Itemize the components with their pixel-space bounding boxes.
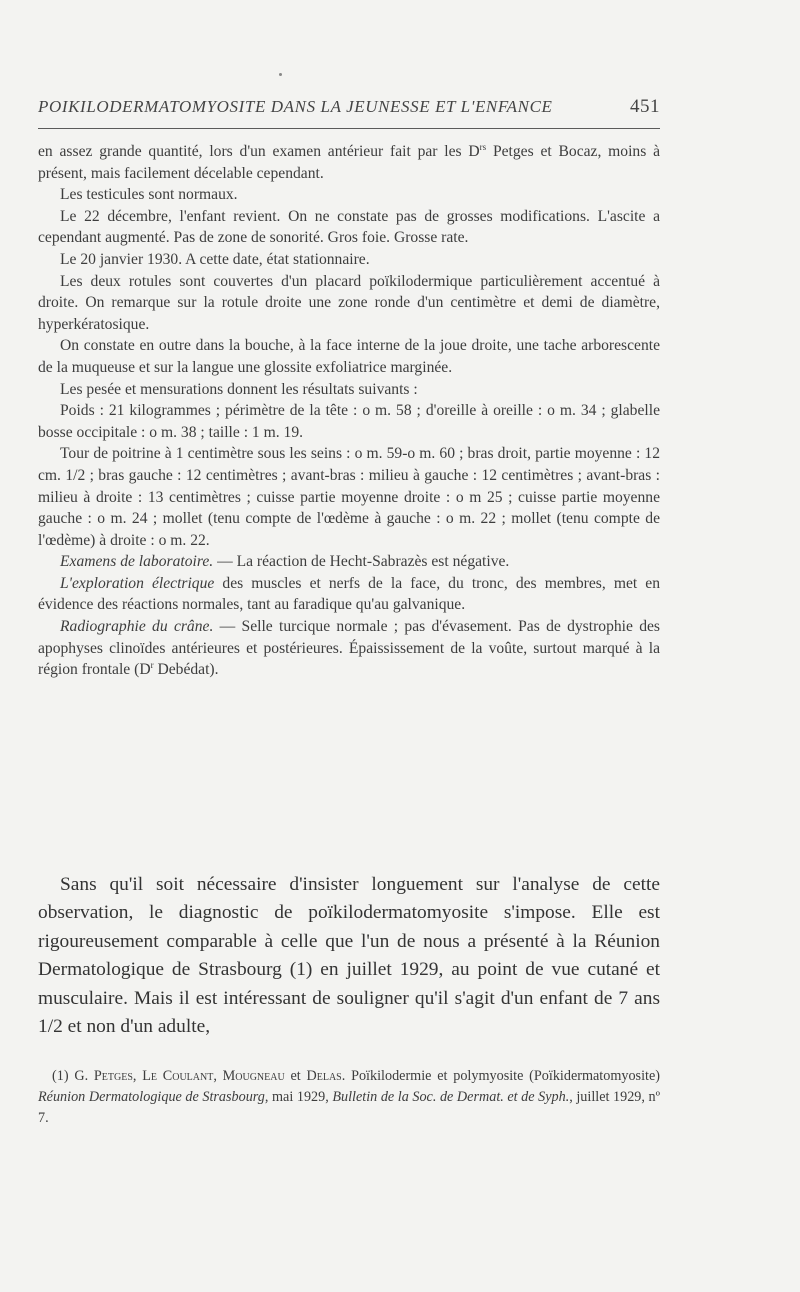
- paragraph-9: Tour de poitrine à 1 centimètre sous les seins : o m. 59-o m. 60 ; bras droit, partie moyenne : 12 cm. 1/2 ; bras gauche : 12 centimètres ; avant-bras : milieu à gauche : 12 centimètres ; avant-bras : milieu à droite : 13 centimètres ; cuisse partie moyenne droite : o m 25 ; cuisse partie moyenne gauche : o m. 24 ; mollet (tenu compte de l'œdème à gauche : o m. 22 ; mollet (tenu compte de l'œdème) à droite : o m. 22.: [38, 445, 660, 549]
- paragraph-1: en assez grande quantité, lors d'un examen antérieur fait par les $D^{rs}$ Petges et Bocaz, moins à présent, mais facilement décelable cependant.: [38, 141, 660, 182]
- page-speck: [279, 73, 282, 76]
- running-header: [38, 96, 660, 118]
- paragraph-12: Radiographie du crâne. — Selle turcique normale ; pas d'évasement. Pas de dystrophie des apophyses clinoïdes antérieures et postérieures. Épaississement de la voûte, surtout marqué à la région frontale ($D^r$ Debédat).: [38, 618, 660, 679]
- page-number: 451: [630, 96, 660, 117]
- conclusion-text: [38, 871, 660, 1041]
- paragraph-6: On constate en outre dans la bouche, à la face interne de la joue droite, une tache arborescente de la muqueuse et sur la langue une glossite exfoliatrice marginée.: [38, 337, 660, 376]
- header-rule: [38, 128, 660, 129]
- paragraph-5: Les deux rotules sont couvertes d'un placard poïkilodermique particulièrement accentué à droite. On remarque sur la rotule droite une zone ronde d'un centimètre et demi de diamètre, hyperkératosique.: [38, 272, 660, 333]
- paragraph-4: Le 20 janvier 1930. A cette date, état stationnaire.: [60, 250, 370, 268]
- running-title: POIKILODERMATOMYOSITE DANS LA JEUNESSE ET L'ENFANCE: [38, 97, 553, 116]
- paragraph-8: Poids : 21 kilogrammes ; périmètre de la tête : o m. 58 ; d'oreille à oreille : o m. 34 ; glabelle bosse occipitale : o m. 38 ; taille : 1 m. 19.: [38, 402, 660, 441]
- footnote-paragraph: (1) G. Petges, Le Coulant, Mougneau et Delas. Poïkilodermie et polymyosite (Poïkidermatomyosite) Réunion Dermatologique de Strasbourg, mai 1929, Bulletin de la Soc. de Dermat. et de Syph., juillet 1929, nº 7.: [38, 1068, 660, 1126]
- paragraph-7: Les pesée et mensurations donnent les résultats suivants :: [60, 380, 418, 398]
- conclusion-paragraph: Sans qu'il soit nécessaire d'insister longuement sur l'analyse de cette observation, le diagnostic de poïkilodermatomyosite s'impose. Elle est rigoureusement comparable à celle que l'un de nous a présenté à la Réunion Dermatologique de Strasbourg (1) en juillet 1929, au point de vue cutané et musculaire. Mais il est intéressant de souligner qu'il s'agit d'un enfant de 7 ans 1/2 et non d'un adulte,: [38, 874, 660, 1038]
- paragraph-11: L'exploration électrique des muscles et nerfs de la face, du tronc, des membres, met en évidence des réactions normales, tant au faradique qu'au galvanique.: [38, 574, 660, 614]
- paragraph-2: Les testicules sont normaux.: [60, 186, 238, 204]
- case-report-body: [38, 141, 660, 681]
- paragraph-10: Examens de laboratoire. — La réaction de Hecht-Sabrazès est négative.: [60, 553, 510, 571]
- footnote: [38, 1066, 660, 1129]
- paragraph-3: Le 22 décembre, l'enfant revient. On ne constate pas de grosses modifications. L'ascite a cependant augmenté. Pas de zone de sonorité. Gros foie. Grosse rate.: [38, 207, 660, 247]
